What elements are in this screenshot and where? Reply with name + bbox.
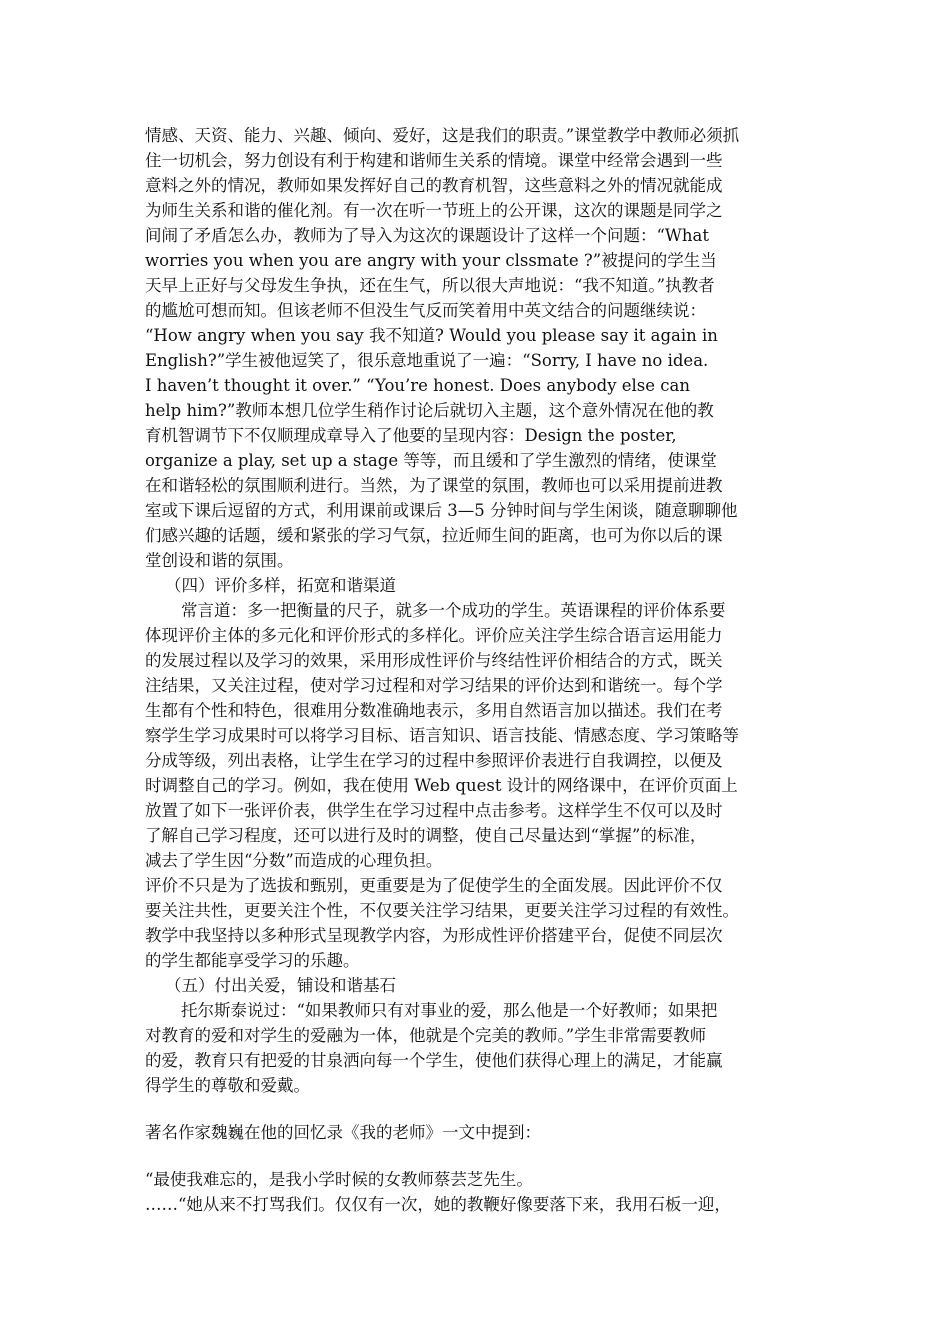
text-line: 注结果，又关注过程，使对学习过程和对学习结果的评价达到和谐统一。每个学 <box>145 676 723 695</box>
section-heading-5: （五）付出关爱，铺设和谐基石 <box>165 976 396 995</box>
text-line: 了解自己学习程度，还可以进行及时的调整，使自己尽量达到“掌握”的标准， <box>145 826 707 845</box>
text-line: 间闹了矛盾怎么办，教师为了导入为这次的课题设计了这样一个问题：“What <box>145 226 709 245</box>
text-line: English?”学生被他逗笑了，很乐意地重说了一遍：“Sorry, I have no idea. <box>145 351 709 370</box>
text-line: organize a play, set up a stage 等等，而且缓和了学生激烈的情绪，使课堂 <box>145 451 717 470</box>
text-line: 们感兴趣的话题，缓和紧张的学习气氛，拉近师生间的距离，也可为你以后的课 <box>145 526 723 545</box>
text-line: 分成等级，列出表格，让学生在学习的过程中参照评价表进行自我调控，以便及 <box>145 751 723 770</box>
text-line: 得学生的尊敬和爱戴。 <box>145 1076 310 1095</box>
text-line: 情感、天资、能力、兴趣、倾向、爱好，这是我们的职责。”课堂教学中教师必须抓 <box>145 126 740 145</box>
text-line: 的学生都能享受学习的乐趣。 <box>145 951 360 970</box>
text-line: 堂创设和谐的氛围。 <box>145 551 294 570</box>
text-line: 体现评价主体的多元化和评价形式的多样化。评价应关注学生综合语言运用能力 <box>145 626 723 645</box>
text-line: 常言道：多一把衡量的尺子，就多一个成功的学生。英语课程的评价体系要 <box>181 601 726 620</box>
text-line: 评价不只是为了选拔和甄别，更重要是为了促使学生的全面发展。因此评价不仅 <box>145 876 723 895</box>
section-heading-4: （四）评价多样，拓宽和谐渠道 <box>165 576 396 595</box>
text-line: 察学生学习成果时可以将学习目标、语言知识、语言技能、情感态度、学习策略等 <box>145 726 739 745</box>
text-line: 意料之外的情况，教师如果发挥好自己的教育机智，这些意料之外的情况就能成 <box>145 176 723 195</box>
text-line: 放置了如下一张评价表，供学生在学习过程中点击参考。这样学生不仅可以及时 <box>145 801 723 820</box>
text-line: 托尔斯泰说过：“如果教师只有对事业的爱，那么他是一个好教师；如果把 <box>181 1001 718 1020</box>
text-line: 的发展过程以及学习的效果，采用形成性评价与终结性评价相结合的方式，既关 <box>145 651 723 670</box>
text-line: 著名作家魏巍在他的回忆录《我的老师》一文中提到： <box>145 1123 541 1142</box>
text-line: I haven’t thought it over.” “You’re honest. Does anybody else can <box>145 376 690 395</box>
text-line: 在和谐轻松的氛围顺利进行。当然，为了课堂的氛围，教师也可以采用提前进教 <box>145 476 723 495</box>
text-line: “How angry when you say 我不知道? Would you please say it again in <box>145 326 718 345</box>
text-line: worries you when you are angry with your clssmate ?”被提问的学生当 <box>145 251 717 270</box>
text-line: 住一切机会，努力创设有利于构建和谐师生关系的情境。课堂中经常会遇到一些 <box>145 151 723 170</box>
text-line: 生都有个性和特色，很难用分数准确地表示，多用自然语言加以描述。我们在考 <box>145 701 723 720</box>
text-line: help him?”教师本想几位学生稍作讨论后就切入主题，这个意外情况在他的教 <box>145 401 714 420</box>
text-line: 对教育的爱和对学生的爱融为一体，他就是个完美的教师。”学生非常需要教师 <box>145 1026 707 1045</box>
text-line: 教学中我坚持以多种形式呈现教学内容，为形成性评价搭建平台，促使不同层次 <box>145 926 723 945</box>
text-line: 天早上正好与父母发生争执，还在生气，所以很大声地说：“我不知道。”执教者 <box>145 276 715 295</box>
text-line: 时调整自己的学习。例如，我在使用 Web quest 设计的网络课中，在评价页面上 <box>145 776 738 795</box>
text-line: 育机智调节下不仅顺理成章导入了他要的呈现内容：Design the poster, <box>145 426 677 445</box>
text-line: 室或下课后逗留的方式，利用课前或课后 3—5 分钟时间与学生闲谈，随意聊聊他 <box>145 501 738 520</box>
text-line: 减去了学生因“分数”而造成的心理负担。 <box>145 851 443 870</box>
text-line: 为师生关系和谐的催化剂。有一次在听一节班上的公开课，这次的课题是同学之 <box>145 201 723 220</box>
quote-line: “最使我难忘的，是我小学时候的女教师蔡芸芝先生。 <box>145 1170 533 1189</box>
text-line: 的爱，教育只有把爱的甘泉洒向每一个学生，使他们获得心理上的满足，才能赢 <box>145 1051 723 1070</box>
text-line: 要关注共性，更要关注个性，不仅要关注学习结果，更要关注学习过程的有效性。 <box>145 901 739 920</box>
text-line: 的尴尬可想而知。但该老师不但没生气反而笑着用中英文结合的问题继续说： <box>145 301 706 320</box>
quote-line: ……“她从来不打骂我们。仅仅有一次，她的教鞭好像要落下来，我用石板一迎， <box>145 1195 731 1214</box>
